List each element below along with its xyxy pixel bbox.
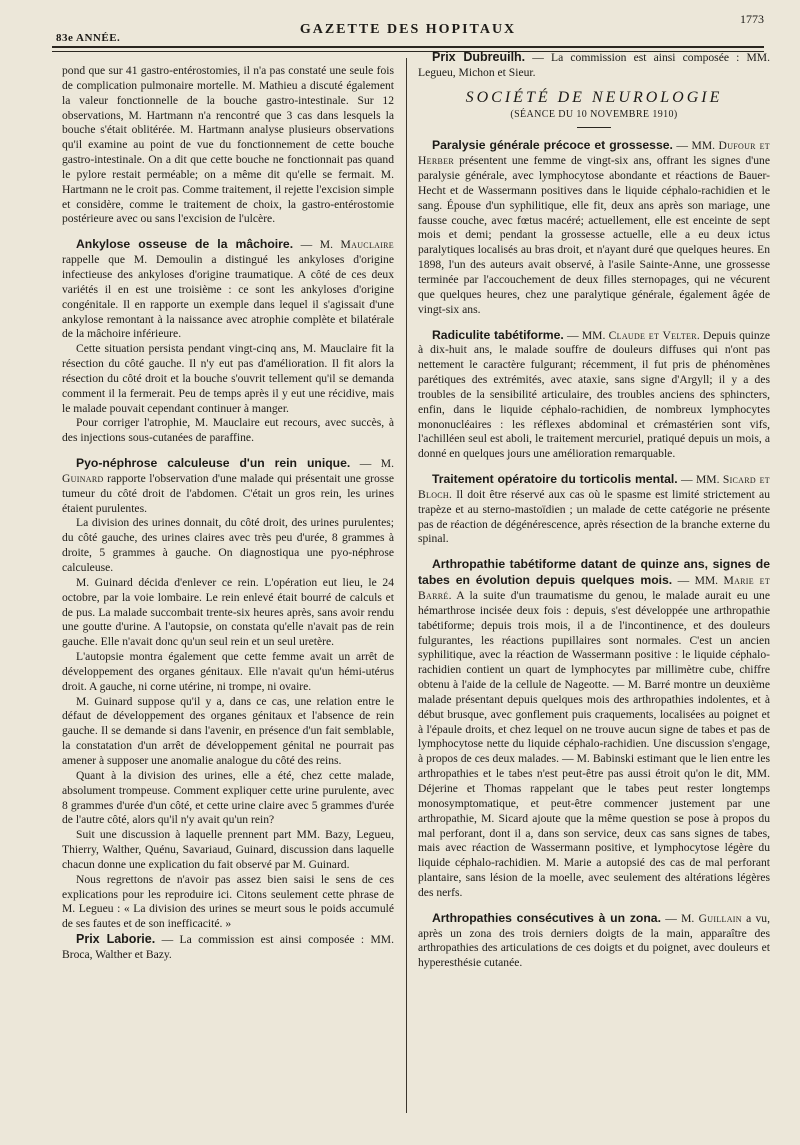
article-text: présentent une femme de vingt-six ans, offrant les signes d'une paralysie générale, avec lymphocytose abondante et réactions de Bauer-Hecht et de Wassermann positives dans le liquide céphalo-rachidien et le sang. Épouse d'un syphilitique, elle fit, deux ans après son mariage, une fausse couche, avec fœtus macéré; actuellement, elle est enceinte de sept mois et demi; pendant la grossesse actuelle, elle a eu deux ictus paralytiques localisés au bras droit, et n'ayant duré que quelques heures. En 1898, l'un des auteurs avait observé, à l'asile Sainte-Anne, une grossesse terminée par l'accouchement de deux filles sternopages, qui ne vécurent que quelques heures, chez une paralytique générale, également âgée de vingt-six ans.	[418, 154, 770, 316]
article-torticolis	[418, 472, 770, 547]
left-column	[62, 64, 394, 963]
article-title: Traitement opératoire du torticolis mental.	[432, 472, 678, 487]
paragraph: L'autopsie montra également que cette femme avait un arrêt de développement des organes génitaux. Elle n'avait qu'un hémi-utérus droit. A gauche, ni corne utérine, ni trompe, ni ovaire.	[62, 650, 394, 693]
article-title: Arthropathie tabétiforme datant de quinze ans, signes de tabes en évolution depuis quelques mois.	[418, 557, 770, 588]
article-text: . Depuis quinze à dix-huit ans, le malade souffre de douleurs diffuses qui n'ont pas nettement le caractère fulgurant; récemment, il fut pris de phénomènes parétiques des extrémités, avec ataxie, sans signe d'Argyll; il y a des troubles de la sensibilité articulaire, des troubles anciens des sphincters, enfin, dans le liquide céphalo-rachidien, de nombreux lymphocytes mononucléaires : les réflexes abdominal et crémastérien sont vifs, l'achilléen seul est aboli, le traitement mercuriel, pratiqué depuis un mois, a donné en quelques jours une amélioration remarquable.	[418, 328, 770, 461]
prize-text: — La commission est ainsi composée : MM. Legueu, Michon et Sieur.	[418, 51, 771, 79]
article-pyonephrose	[62, 456, 394, 516]
page-number: 1773	[740, 12, 764, 26]
article-dash: — MM.	[677, 473, 723, 487]
section-rule	[577, 127, 611, 128]
article-title: Ankylose osseuse de la mâchoire.	[76, 237, 294, 252]
article-title: Paralysie générale précoce et grossesse.	[432, 138, 673, 153]
article-title: Radiculite tabétiforme.	[432, 327, 564, 342]
right-column	[418, 50, 770, 971]
article-dash: — M.	[350, 457, 394, 471]
prize-title: Prix Dubreuilh.	[432, 50, 526, 64]
article-authors: Guillain	[698, 911, 742, 925]
article-author: Mauclaire	[340, 238, 394, 252]
paragraph: Cette situation persista pendant vingt-cinq ans, M. Mauclaire fit la résection du côté gauche. Il n'y eut pas d'amélioration. Il fit alors la résection du côté droit et la bouche s'ouvrit tellement qu'il se demanda comment il la fermerait. Peu de temps après il y eut une récidive, mais le malade pouvait cependant continuer à manger.	[62, 342, 394, 415]
prize-dubreuilh	[418, 50, 770, 81]
paragraph: Quant à la division des urines, elle a été, chez cette malade, absolument trompeuse. Comment expliquer cette urine purulente, avec 8 grammes d'urée d'un côté, et cette urine claire avec 5 grammes d'urée de l'autre côté, alors qu'il n'y avait qu'un rein?	[62, 768, 394, 827]
article-authors: Sicard et Bloch	[418, 473, 770, 501]
paragraph: La division des urines donnait, du côté droit, des urines purulentes; du côté gauche, des urines claires avec très peu d'urée, 8 grammes à droite, 5 grammes à gauche. On diagnostiqua une pyo-néphrose calculeuse.	[62, 516, 394, 574]
prize-text: — La commission est ainsi composée : MM. Broca, Walther et Bazy.	[62, 933, 394, 961]
header-rule-thick	[52, 46, 764, 48]
paragraph: M. Guinard suppose qu'il y a, dans ce cas, une relation entre le défaut de développement des organes génitaux et l'absence de rein gauche. Il se demande si dans l'avenir, en présence d'un fait semblable, la constatation d'un arrêt de développement génital ne pourrait pas amener à supposer une anomalie analogue du côté des reins.	[62, 694, 394, 767]
paragraph: Nous regrettons de n'avoir pas assez bien saisi le sens de ces explications pour les reproduire ici. Citons seulement cette phrase de M. Legueu : « La division des urines se meurt sous le poids accumulé de ses fautes et de son inefficacité. »	[62, 872, 394, 931]
prize-title: Prix Laborie.	[76, 932, 156, 947]
society-title: SOCIÉTÉ DE NEUROLOGIE	[465, 88, 723, 106]
article-dash: — MM.	[672, 139, 719, 153]
article-text: . A la suite d'un traumatisme du genou, le malade aurait eu une hémarthrose incisée deux fois : depuis, s'est développée une arthropathie tabétiforme; depuis trois mois, il a de l'incontinence, et des douleurs fulgurantes, les réactions pupillaires sont normales. C'est un ancien syphilitique, avec la réaction de Wassermann positive : le liquide céphalo-rachidien contient un quart de lymphocytes par millimètre cube, chiffre obtenu à l'aide de la cellule de Nageotte. — M. Barré montre un deuxième malade présentant depuis quelques mois des arthropathies indolentes, et à début brusque, avec gonflement puis craquements, localisées au poignet et à l'épaule droits, et chez lequel on ne trouve aucun signe de tabes et pas de lymphocytose nette du liquide céphalo-rachidien. Une discussion s'engage, à propos de ces deux malades. — M. Babinski estimant que le lien entre les arthropathies et le tabes n'est peut-être pas aussi étroit qu'on le dit, MM. Déjerine et Thomas rappelant que le tabes peut rester longtemps monosymptomatique, et peut-être commencer justement par une arthropathie, M. Sicard ajoute que la même question se pose à propos du mal perforant, dont il a, dans son service, deux cas sans signes de tabes, mais avec réaction de Wassermann positive, et lymphocytose légère du liquide céphalo-rachidien. M. Marie a autopsié des cas de mal perforant plantaire, sans lésion de la moelle, avec seulement des altérations légères des nerfs.	[418, 589, 770, 899]
article-authors: Claude et Velter	[608, 328, 697, 342]
year-label: 83e ANNÉE.	[56, 32, 121, 44]
society-session: (SÉANCE DU 10 NOVEMBRE 1910)	[510, 108, 678, 120]
prize-laborie	[62, 932, 394, 963]
article-authors: Dufour et Herber	[418, 139, 770, 168]
article-zona	[418, 911, 770, 971]
article-radiculite	[418, 328, 770, 463]
journal-title: GAZETTE DES HOPITAUX	[299, 22, 517, 37]
paragraph: M. Guinard décida d'enlever ce rein. L'opération eut lieu, le 24 octobre, par la voie lombaire. Le rein enlevé était bourré de calculs et de pus. La malade succombait trente-six heures après, sans avoir rendu une goutte d'urine. A l'autopsie, on constata qu'elle n'avait pas de rein gauche. Elle n'avait donc qu'un seul rein et un seul uretère.	[62, 575, 394, 649]
paragraph: Suit une discussion à laquelle prennent part MM. Bazy, Legueu, Thierry, Walther, Quénu, Savariaud, Guinard, discussion dans laquelle chacun donne une explication du fait observé par M. Guinard.	[62, 828, 394, 871]
article-text: . Il doit être réservé aux cas où le spasme est limité strictement au trapèze et au sterno-mastoïdien ; un malade de cette catégorie ne présente pas de réaction de dégénérescence, après résection de la branche externe du spinal.	[418, 487, 770, 546]
article-dash: — M.	[293, 238, 341, 252]
article-author: Guinard	[62, 471, 104, 485]
article-text: rappelle que M. Demoulin a distingué les ankyloses d'origine infectieuse des ankyloses d'origine traumatique. A côté de ces deux variétés il en est une troisième : ce sont les ankyloses d'origine congénitale. Il en rapporte un exemple dans lequel il s'agissait d'une ankylose remontant à la naissance avec atrophie complète et bilatérale de la mâchoire inférieure.	[62, 253, 394, 341]
article-dash: — M.	[660, 911, 699, 925]
article-paralysie	[418, 138, 770, 317]
article-authors: Marie et Barré	[418, 574, 770, 602]
article-title: Arthropathies consécutives à un zona.	[432, 910, 661, 925]
article-ankylose	[62, 237, 394, 342]
article-dash: — MM.	[672, 574, 724, 588]
article-dash: — MM.	[563, 328, 609, 342]
column-divider	[406, 58, 407, 1113]
article-text: a vu, après un zona des trois derniers doigts de la main, apparaître des arthropathies des articulations de ces doigts et du poignet, avec douleurs et hyperesthésie cutanée.	[418, 911, 771, 970]
paragraph: Pour corriger l'atrophie, M. Mauclaire eut recours, avec succès, à des injections sous-cutanées de paraffine.	[62, 416, 394, 445]
paragraph: pond que sur 41 gastro-entérostomies, il n'a pas constaté une seule fois de complication pulmonaire mortelle. M. Mathieu a discuté également la valeur fonctionnelle de la bouche gastro-intestinale. Sur 12 observations, M. Hartmann n'a rencontré que 3 cas dans lesquels la bouche s'était oblitérée. M. Hartmann analyse plusieurs observations qu'il examine au point de vue du fonctionnement de cette bouche gastro-intestinale. On a dit que cette bouche ne fonctionnait pas quand le pylore restait perméable; on a même dit qu'elle se fermait. M. Hartmann ne le croit pas. Comme traitement, il rejette l'excision simple et considère, comme le traitement de choix, la gastro-entérostomie postérieure avec ou sans l'excision de l'ulcère.	[62, 64, 394, 226]
article-arthropathie	[418, 557, 770, 900]
article-title: Pyo-néphrose calculeuse d'un rein unique.	[76, 456, 351, 471]
article-text: rapporte l'observation d'une malade qui présentait une grosse tumeur du côté droit de l'abdomen. C'était un gros rein, les urines étaient purulentes.	[62, 471, 394, 515]
